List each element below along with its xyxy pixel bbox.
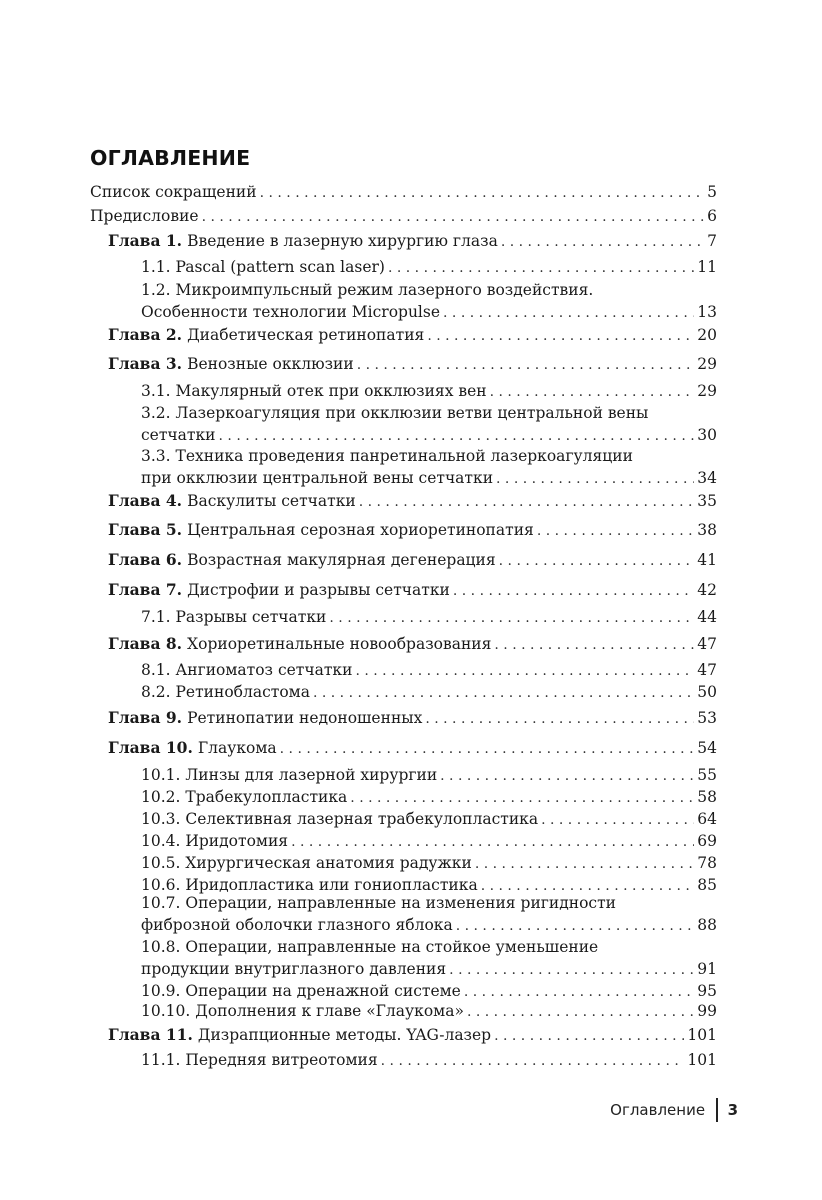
dot-leader xyxy=(359,491,695,513)
chapter-number: Глава 10. xyxy=(108,738,193,757)
toc-entry-title-line: 3.2. Лазеркоагуляция при окклюзии ветви центральной вены xyxy=(141,404,649,422)
toc-entry-title: Особенности технологии Micropulse xyxy=(141,303,441,321)
page-number-ref: 64 xyxy=(697,810,717,828)
toc-entry-label xyxy=(108,549,496,571)
page-number: 3 xyxy=(727,1101,738,1119)
toc-entry-title: 10.6. Иридопластика или гониопластика xyxy=(141,876,478,894)
page-number-ref: 38 xyxy=(697,521,717,539)
toc-entry-title: Диабетическая ретинопатия xyxy=(187,326,425,344)
dot-leader xyxy=(291,831,694,853)
toc-entry-title: Введение в лазерную хирургию глаза xyxy=(187,232,498,250)
page-number-ref: 30 xyxy=(697,426,717,444)
toc-entry-title: Возрастная макулярная дегенерация xyxy=(187,551,496,569)
chapter-number: Глава 8. xyxy=(108,634,183,653)
dot-leader xyxy=(427,325,694,347)
dot-leader xyxy=(202,206,705,228)
toc-entry-label xyxy=(141,830,288,852)
page-number-ref: 13 xyxy=(697,303,717,321)
page-number-ref: 54 xyxy=(697,739,717,757)
dot-leader xyxy=(355,660,694,682)
toc-entry-title-line: 1.2. Микроимпульсный режим лазерного воздействия. xyxy=(141,281,594,299)
dot-leader xyxy=(456,915,695,937)
toc-entry-title: Центральная серозная хориоретинопатия xyxy=(187,521,534,539)
toc-entry-label xyxy=(141,606,326,628)
toc-entry-title: при окклюзии центральной вены сетчатки xyxy=(141,469,494,487)
page-number-ref: 7 xyxy=(707,232,717,250)
toc-entry-label xyxy=(108,490,356,512)
toc-entry-title: 10.3. Селективная лазерная трабекулопластика xyxy=(141,810,539,828)
toc-entry-label xyxy=(108,737,277,759)
toc-entry-label xyxy=(141,681,310,703)
chapter-number: Глава 2. xyxy=(108,325,183,344)
page-number-ref: 41 xyxy=(697,551,717,569)
toc-entry-label xyxy=(141,256,385,278)
toc-entry-title: 10.4. Иридотомия xyxy=(141,832,289,850)
toc-entry-title: 11.1. Передняя витреотомия xyxy=(141,1051,378,1069)
toc-entry-title: Предисловие xyxy=(90,207,199,225)
toc-entry-label xyxy=(108,1024,491,1046)
toc-entry-title: фиброзной оболочки глазного яблока xyxy=(141,916,453,934)
toc-entry-label xyxy=(108,579,450,601)
toc-entry-label xyxy=(141,808,538,830)
dot-leader xyxy=(443,302,694,324)
dot-leader xyxy=(475,853,694,875)
page-number-ref: 42 xyxy=(697,581,717,599)
dot-leader xyxy=(449,959,694,981)
toc-entry-title: Хориоретинальные новообразования xyxy=(187,635,492,653)
page-number-ref: 69 xyxy=(697,832,717,850)
dot-leader xyxy=(425,708,694,730)
toc-entry-label xyxy=(141,852,472,874)
dot-leader xyxy=(329,607,694,629)
chapter-number: Глава 3. xyxy=(108,354,183,373)
toc-entry-title: 8.2. Ретинобластома xyxy=(141,683,310,701)
toc-entry-title-line: 10.8. Операции, направленные на стойкое уменьшение xyxy=(141,938,599,956)
chapter-number: Глава 11. xyxy=(108,1025,193,1044)
toc-entry-label xyxy=(108,633,491,655)
running-footer xyxy=(610,1098,738,1122)
dot-leader xyxy=(440,765,694,787)
page-number-ref: 91 xyxy=(697,960,717,978)
toc-entry-title: 8.1. Ангиоматоз сетчатки xyxy=(141,661,353,679)
page-number-ref: 78 xyxy=(697,854,717,872)
dot-leader xyxy=(381,1050,685,1072)
toc-entry-title: Васкулиты сетчатки xyxy=(187,492,356,510)
page-number-ref: 47 xyxy=(697,635,717,653)
page-number-ref: 95 xyxy=(697,982,717,1000)
toc-entry-label xyxy=(90,205,199,227)
toc-entry-label xyxy=(90,181,257,203)
page-number-ref: 101 xyxy=(687,1026,717,1044)
toc-entry-title: Ретинопатии недоношенных xyxy=(187,709,423,727)
page-number-ref: 88 xyxy=(697,916,717,934)
page-number-ref: 29 xyxy=(697,355,717,373)
toc-entry-label xyxy=(108,519,534,541)
page-number-ref: 85 xyxy=(697,876,717,894)
page-number-ref: 101 xyxy=(687,1051,717,1069)
page-number-ref: 35 xyxy=(697,492,717,510)
toc-entry-title: 10.10. Дополнения к главе «Глаукома» xyxy=(141,1002,464,1020)
dot-leader xyxy=(453,580,694,602)
toc-entry-label xyxy=(141,424,216,446)
toc-entry-title: 1.1. Pascal (pattern scan laser) xyxy=(141,258,385,276)
toc-entry-label xyxy=(108,353,354,375)
toc-entry-label xyxy=(108,230,498,252)
toc-entry-title: 10.5. Хирургическая анатомия радужки xyxy=(141,854,472,872)
page-number-ref: 58 xyxy=(697,788,717,806)
toc-entry-label xyxy=(141,980,461,1002)
toc-entry-title: Дизрапционные методы. YAG-лазер xyxy=(197,1026,492,1044)
dot-leader xyxy=(280,738,695,760)
toc-entry-title: 10.2. Трабекулопластика xyxy=(141,788,348,806)
dot-leader xyxy=(313,682,694,704)
dot-leader xyxy=(350,787,694,809)
dot-leader xyxy=(467,1001,694,1023)
dot-leader xyxy=(501,231,704,253)
dot-leader xyxy=(357,354,695,376)
chapter-number: Глава 6. xyxy=(108,550,183,569)
toc-entry-label xyxy=(141,914,453,936)
toc-entry-label xyxy=(108,324,424,346)
toc-entry-title-line: 10.7. Операции, направленные на изменения ригидности xyxy=(141,894,617,912)
toc-entry-label xyxy=(141,380,487,402)
dot-leader xyxy=(496,468,694,490)
page-number-ref: 11 xyxy=(697,258,717,276)
toc-entry-title: продукции внутриглазного давления xyxy=(141,960,447,978)
page-number-ref: 55 xyxy=(697,766,717,784)
toc-entry-label xyxy=(141,786,347,808)
footer-divider xyxy=(716,1098,718,1122)
dot-leader xyxy=(499,550,695,572)
chapter-number: Глава 5. xyxy=(108,520,183,539)
toc-entry-label xyxy=(141,1000,464,1022)
page-number-ref: 50 xyxy=(697,683,717,701)
dot-leader xyxy=(494,634,694,656)
dot-leader xyxy=(537,520,694,542)
page-number-ref: 20 xyxy=(697,326,717,344)
toc-entry-label xyxy=(141,1049,378,1071)
page-number-ref: 34 xyxy=(697,469,717,487)
toc-entry-title: 10.9. Операции на дренажной системе xyxy=(141,982,461,1000)
toc-entry-label xyxy=(141,764,437,786)
page-number-ref: 6 xyxy=(707,207,717,225)
toc-entry-title: Венозные окклюзии xyxy=(187,355,354,373)
footer-title: Оглавление xyxy=(610,1101,706,1119)
toc-entry-title-line: 3.3. Техника проведения панретинальной лазеркоагуляции xyxy=(141,447,633,465)
toc-entry-label xyxy=(108,707,422,729)
toc-entry-label xyxy=(141,659,352,681)
toc-entry-title: Список сокращений xyxy=(90,183,257,201)
chapter-number: Глава 7. xyxy=(108,580,183,599)
toc-entry-label xyxy=(141,958,446,980)
toc-entry-title: 10.1. Линзы для лазерной хирургии xyxy=(141,766,438,784)
page-number-ref: 44 xyxy=(697,608,717,626)
page-title: ОГЛАВЛЕНИЕ xyxy=(90,146,251,170)
dot-leader xyxy=(494,1025,684,1047)
toc-entry-title: 3.1. Макулярный отек при окклюзиях вен xyxy=(141,382,487,400)
toc-entry-label xyxy=(141,467,493,489)
chapter-number: Глава 1. xyxy=(108,231,183,250)
page-number-ref: 29 xyxy=(697,382,717,400)
chapter-number: Глава 4. xyxy=(108,491,183,510)
page-number-ref: 5 xyxy=(707,183,717,201)
dot-leader xyxy=(490,381,695,403)
dot-leader xyxy=(260,182,705,204)
chapter-number: Глава 9. xyxy=(108,708,183,727)
toc-entry-label xyxy=(141,301,440,323)
dot-leader xyxy=(541,809,694,831)
toc-entry-title: сетчатки xyxy=(141,426,216,444)
dot-leader xyxy=(219,425,695,447)
page-number-ref: 47 xyxy=(697,661,717,679)
dot-leader xyxy=(388,257,694,279)
page-number-ref: 99 xyxy=(697,1002,717,1020)
page-number-ref: 53 xyxy=(697,709,717,727)
toc-entry-title: Глаукома xyxy=(197,739,277,757)
toc-entry-title: Дистрофии и разрывы сетчатки xyxy=(187,581,450,599)
toc-entry-title: 7.1. Разрывы сетчатки xyxy=(141,608,327,626)
